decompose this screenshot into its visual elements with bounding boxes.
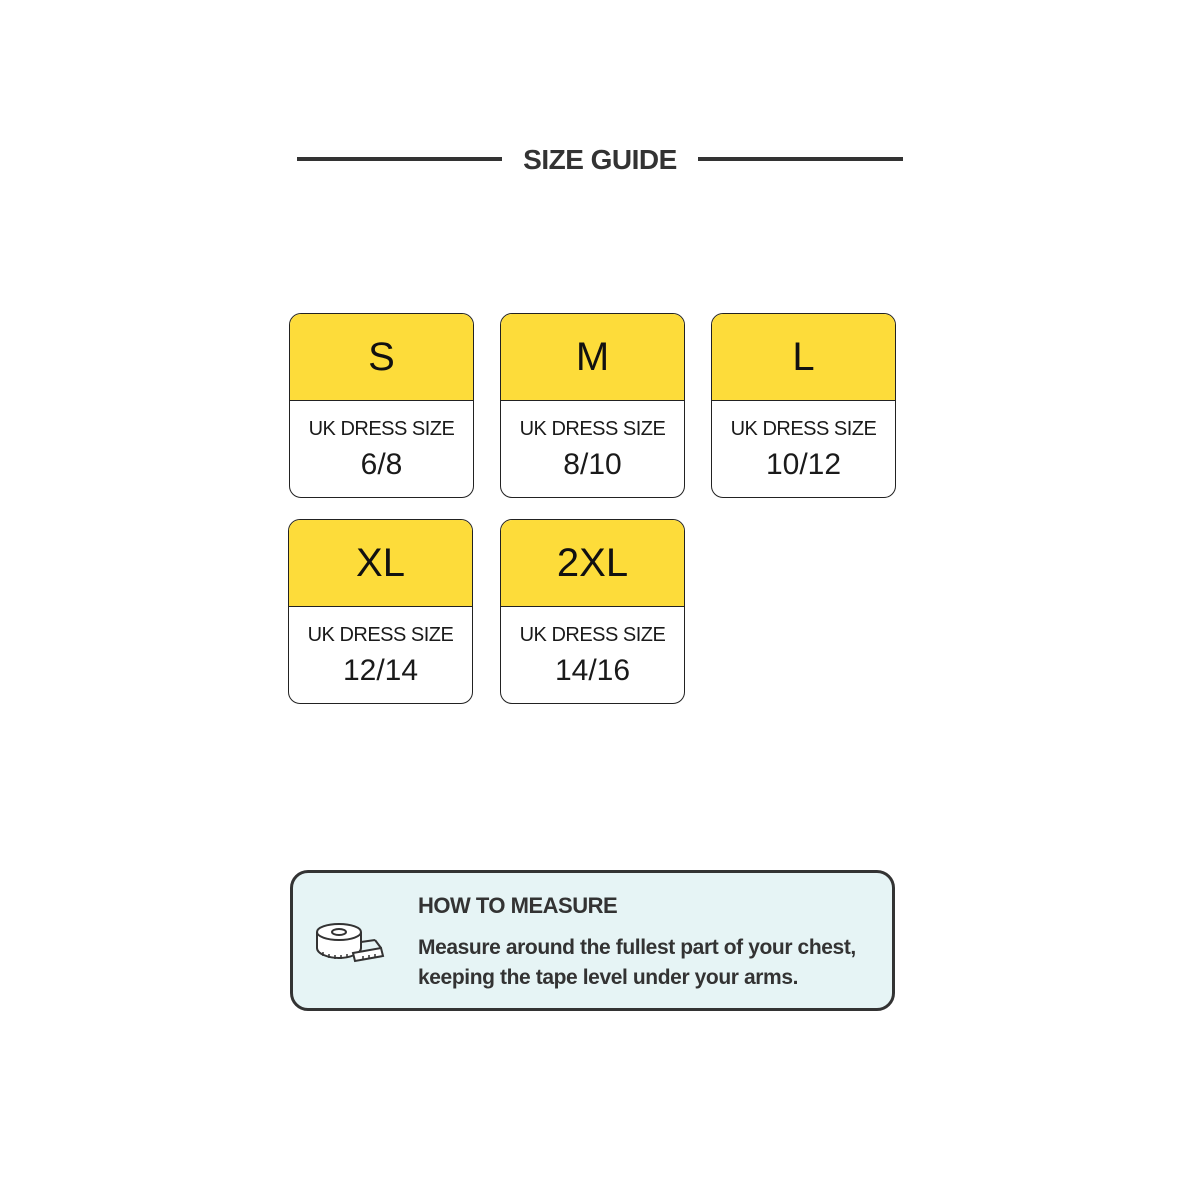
- size-value: 10/12: [765, 448, 842, 481]
- size-letter: S: [290, 314, 473, 401]
- size-label: UK DRESS SIZE: [730, 418, 877, 440]
- size-label: UK DRESS SIZE: [308, 418, 455, 440]
- size-value: 6/8: [360, 448, 403, 481]
- measuring-tape-icon: [313, 918, 387, 966]
- size-value: 8/10: [563, 448, 622, 481]
- header-rule-left: [297, 157, 502, 161]
- size-card-2xl: [500, 519, 685, 704]
- size-card-xl: [288, 519, 473, 704]
- how-to-measure-title: HOW TO MEASURE: [418, 893, 618, 918]
- size-value: 14/16: [554, 654, 631, 687]
- how-to-measure-box: [290, 870, 895, 1011]
- size-guide-header: [0, 140, 1200, 180]
- size-letter: 2XL: [501, 520, 684, 607]
- size-letter: L: [712, 314, 895, 401]
- how-to-measure-text: Measure around the fullest part of your chest, keeping the tape level under your arms.: [418, 936, 856, 989]
- size-letter: M: [501, 314, 684, 401]
- size-label: UK DRESS SIZE: [519, 418, 666, 440]
- header-rule-right: [698, 157, 903, 161]
- page-title: SIZE GUIDE: [523, 144, 677, 175]
- size-value: 12/14: [342, 654, 419, 687]
- size-card-m: [500, 313, 685, 498]
- size-label: UK DRESS SIZE: [307, 624, 454, 646]
- size-label: UK DRESS SIZE: [519, 624, 666, 646]
- size-card-s: [289, 313, 474, 498]
- size-letter: XL: [289, 520, 472, 607]
- size-card-l: [711, 313, 896, 498]
